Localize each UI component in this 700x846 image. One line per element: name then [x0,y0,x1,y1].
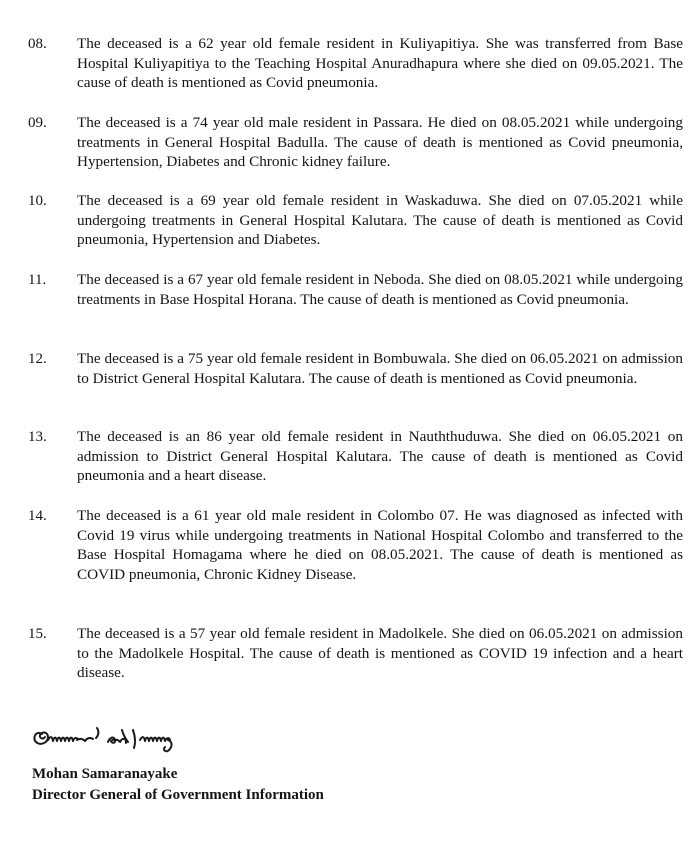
item-text: The deceased is an 86 year old female resident in Nauththuduwa. She died on 06.05.2021 on admission to District General Hospital Kalutara. The cause of death is mentioned as Covid pneumonia and a heart disease. [77,428,683,485]
item-number: 11. [28,272,47,288]
item-text: The deceased is a 57 year old female resident in Madolkele. She died on 06.05.2021 on admission to the Madolkele Hospital. The cause of death is mentioned as COVID 19 infection and a heart disease. [77,625,683,682]
item-number: 08. [28,36,47,52]
handwritten-signature-icon [30,718,240,762]
item-text: The deceased is a 69 year old female resident in Waskaduwa. She died on 07.05.2021 while undergoing treatments in General Hospital Kalutara. The cause of death is mentioned as Covid pneumonia, Hypertension and Diabetes. [77,192,683,249]
item-number: 14. [28,508,47,524]
signer-title: Director General of Government Information [32,787,324,803]
signer-name: Mohan Samaranayake [32,766,178,782]
item-text: The deceased is a 74 year old male resident in Passara. He died on 08.05.2021 while undergoing treatments in General Hospital Badulla. The cause of death is mentioned as Covid pneumonia, Hypertension, Diabetes and Chronic kidney failure. [77,114,683,171]
item-number: 09. [28,115,47,131]
item-text: The deceased is a 61 year old male resident in Colombo 07. He was diagnosed as infected with Covid 19 virus while undergoing treatments in National Hospital Colombo and transferred to the Base Hospital Homagama where he died on 08.05.2021. The cause of death is mentioned as COVID pneumonia, Chronic Kidney Disease. [77,507,683,583]
item-number: 15. [28,626,47,642]
item-text: The deceased is a 62 year old female resident in Kuliyapitiya. She was transferred from Base Hospital Kuliyapitiya to the Teaching Hospital Anuradhapura where she died on 09.05.2021. The cause of death is mentioned as Covid pneumonia. [77,35,683,92]
item-number: 12. [28,351,47,367]
item-text: The deceased is a 75 year old female resident in Bombuwala. She died on 06.05.2021 on admission to District General Hospital Kalutara. The cause of death is mentioned as Covid pneumonia. [77,350,683,387]
item-text: The deceased is a 67 year old female resident in Neboda. She died on 08.05.2021 while undergoing treatments in Base Hospital Horana. The cause of death is mentioned as Covid pneumonia. [77,271,683,308]
item-number: 13. [28,429,47,445]
item-number: 10. [28,193,47,209]
